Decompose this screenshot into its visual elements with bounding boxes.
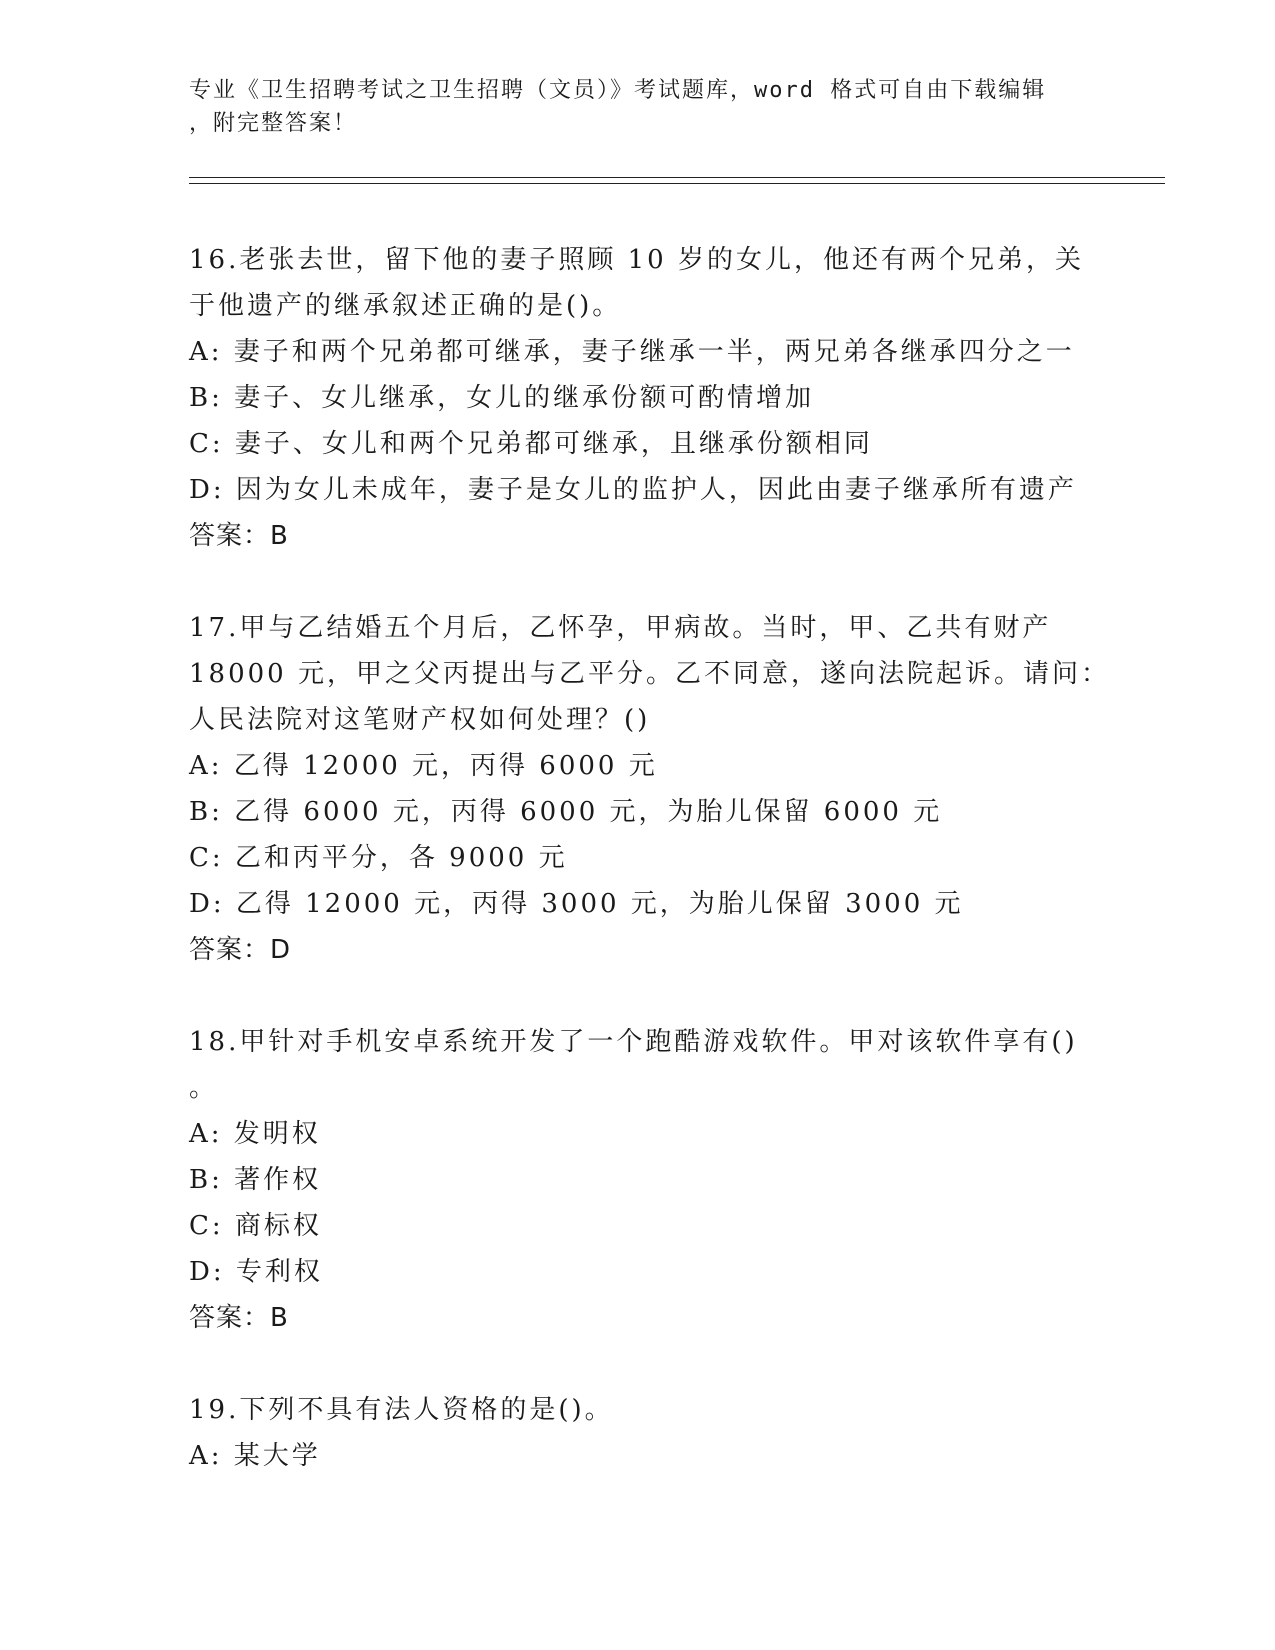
question-text: 。: [189, 1073, 219, 1103]
option-d: D: 专利权: [189, 1257, 323, 1287]
question-text: 18000 元，甲之父丙提出与乙平分。乙不同意，遂向法院起诉。请问：: [189, 659, 1110, 689]
option-d: D: 乙得 12000 元，丙得 3000 元，为胎儿保留 3000 元: [189, 889, 964, 919]
option-d: D: 因为女儿未成年，妻子是女儿的监护人，因此由妻子继承所有遗产: [189, 475, 1077, 505]
answer: 答案：B: [189, 521, 289, 551]
option-a: A: 发明权: [189, 1119, 321, 1149]
spacer: [189, 973, 1089, 1019]
question-16: [189, 237, 1089, 559]
option-b: B: 著作权: [189, 1165, 322, 1195]
question-text: 人民法院对这笔财产权如何处理？(): [189, 705, 651, 735]
question-text: 19.下列不具有法人资格的是()。: [189, 1395, 614, 1425]
option-c: C: 妻子、女儿和两个兄弟都可继承，且继承份额相同: [189, 429, 873, 459]
option-b: B: 乙得 6000 元，丙得 6000 元，为胎儿保留 6000 元: [189, 797, 943, 827]
question-text: 17.甲与乙结婚五个月后，乙怀孕，甲病故。当时，甲、乙共有财产: [189, 613, 1052, 643]
option-b: B: 妻子、女儿继承，女儿的继承份额可酌情增加: [189, 383, 815, 413]
spacer: [189, 559, 1089, 605]
option-a: A: 某大学: [189, 1441, 321, 1471]
option-a: A: 乙得 12000 元，丙得 6000 元: [189, 751, 658, 781]
question-text: 18.甲针对手机安卓系统开发了一个跑酷游戏软件。甲对该软件享有(): [189, 1027, 1078, 1057]
spacer: [189, 1341, 1089, 1387]
option-a: A: 妻子和两个兄弟都可继承，妻子继承一半，两兄弟各继承四分之一: [189, 337, 1075, 367]
header-divider-bottom: [189, 183, 1165, 184]
question-19: [189, 1387, 1089, 1479]
question-18: [189, 1019, 1089, 1341]
question-list: [189, 237, 1110, 1479]
document-header: [189, 74, 1089, 140]
header-line-1: 专业《卫生招聘考试之卫生招聘（文员）》考试题库，word 格式可自由下载编辑: [189, 78, 1047, 103]
answer: 答案：B: [189, 1303, 289, 1333]
header-line-2: ，附完整答案！: [189, 111, 358, 136]
answer: 答案：D: [189, 935, 292, 965]
question-text: 16.老张去世，留下他的妻子照顾 10 岁的女儿，他还有两个兄弟，关: [189, 245, 1084, 275]
question-17: [189, 605, 1110, 973]
question-text: 于他遗产的继承叙述正确的是()。: [189, 291, 622, 321]
header-divider-top: [189, 177, 1165, 178]
option-c: C: 乙和丙平分，各 9000 元: [189, 843, 568, 873]
option-c: C: 商标权: [189, 1211, 322, 1241]
